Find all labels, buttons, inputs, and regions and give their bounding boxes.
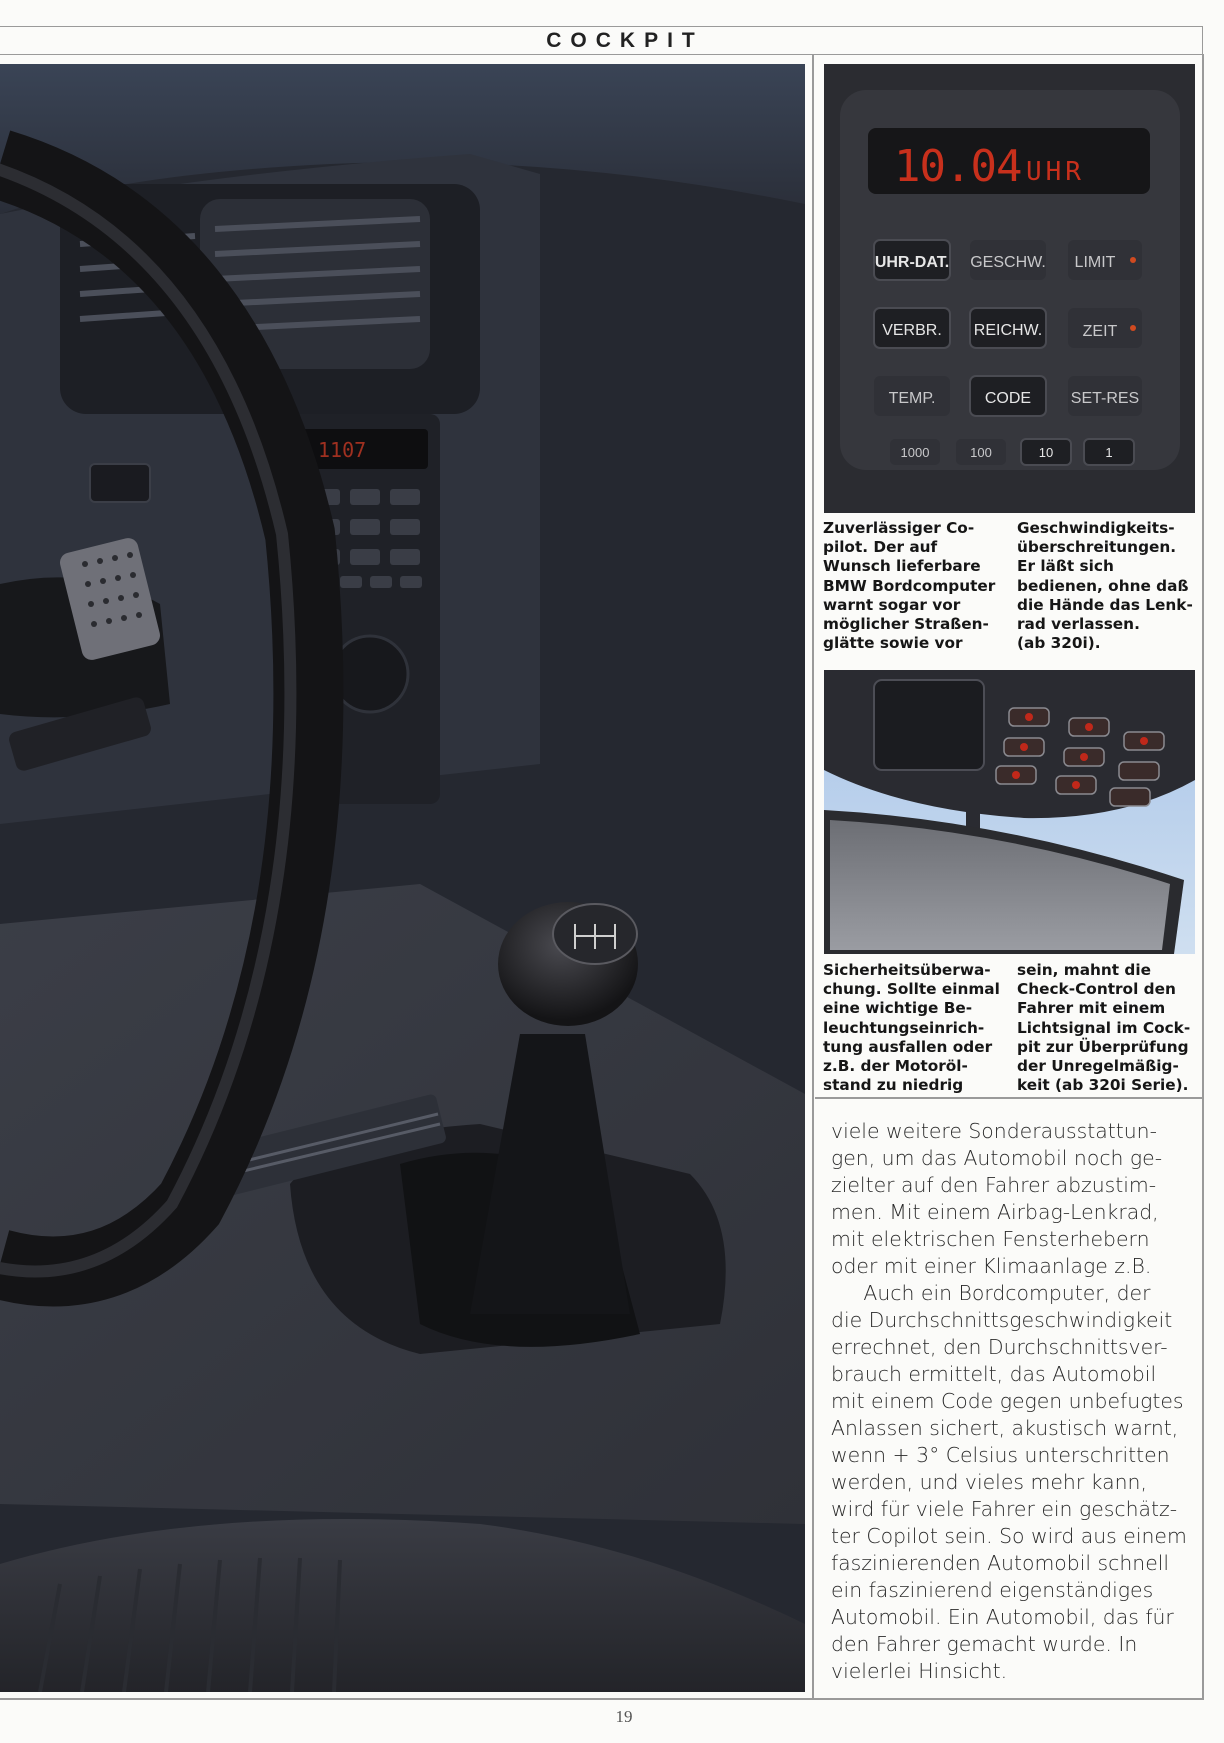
- section-title: COCKPIT: [546, 29, 704, 52]
- bc-button-limit: LIMIT: [1074, 254, 1116, 271]
- caption-rule: [815, 1097, 1202, 1099]
- bc-digit-10: 10: [1038, 445, 1054, 460]
- board-computer-photo: [824, 64, 1195, 513]
- column-divider: [812, 54, 814, 1699]
- bc-digit-1000: 1000: [900, 445, 930, 460]
- svg-text:1107: 1107: [318, 438, 367, 462]
- bc-button-zeit: ZEIT: [1082, 323, 1118, 340]
- caption-check-control-col1: Sicherheitsüberwa- chung. Sollte einmal eine wichtige Be- leuchtungseinrich- tung ausfallen oder z.B. der Motoröl- stand zu niedrig: [823, 961, 1000, 1095]
- page-number: 19: [615, 1707, 633, 1726]
- car-interior-photo: [0, 64, 805, 1692]
- bc-button-code: CODE: [984, 390, 1032, 407]
- check-control-photo: [824, 670, 1195, 954]
- bc-digit-1: 1: [1105, 445, 1113, 460]
- caption-check-control-col2: sein, mahnt die Check-Control den Fahrer mit einem Lichtsignal im Cock- pit zur Überprüfung der Unregelmäßig- keit (ab 320i Serie).: [1017, 961, 1191, 1095]
- frame-right-rule: [1202, 54, 1204, 1699]
- display-time: 10.04: [894, 141, 1022, 192]
- bc-digit-100: 100: [970, 445, 992, 460]
- bc-button-temp: TEMP.: [888, 390, 936, 407]
- bc-button-reichw: REICHW.: [973, 322, 1043, 339]
- frame-bottom-rule: [0, 1698, 1204, 1700]
- bc-button-verbr: VERBR.: [882, 322, 942, 339]
- caption-bordcomputer-col1: Zuverlässiger Co- pilot. Der auf Wunsch lieferbare BMW Bordcomputer warnt sogar vor möglicher Straßen- glätte sowie vor: [823, 519, 996, 653]
- bc-button-set-res: SET-RES: [1070, 390, 1140, 407]
- display-unit: UHR: [1026, 157, 1085, 187]
- caption-bordcomputer-col2: Geschwindigkeits- überschreitungen. Er läßt sich bedienen, ohne daß die Hände das Lenk- rad verlassen. (ab 320i).: [1017, 519, 1193, 653]
- body-text: viele weitere Sonderausstattun- gen, um das Automobil noch ge- zielter auf den Fahrer abzustim- men. Mit einem Airbag-Lenkrad, mit elektrischen Fensterhebern oder mit einer Klimaanlage z.B. Auch ein Bordcomputer, der die Durchschnittsgeschwindigkeit errechnet, den Durchschnittsver- brauch ermittelt, das Automobil mit einem Code gegen unbefugtes Anlassen sichert, akustisch warnt, wenn + 3° Celsius unterschritten werden, und vieles mehr kann, wird für viele Fahrer ein geschätz- ter Copilot sein. So wird aus einem faszinierenden Automobil schnell ein faszinierend eigenständiges Automobil. Ein Automobil, das für den Fahrer gemacht wurde. In vielerlei Hinsicht.: [831, 1119, 1187, 1683]
- bc-button-uhr-dat: UHR-DAT.: [874, 254, 950, 271]
- bc-button-geschw: GESCHW.: [970, 254, 1046, 271]
